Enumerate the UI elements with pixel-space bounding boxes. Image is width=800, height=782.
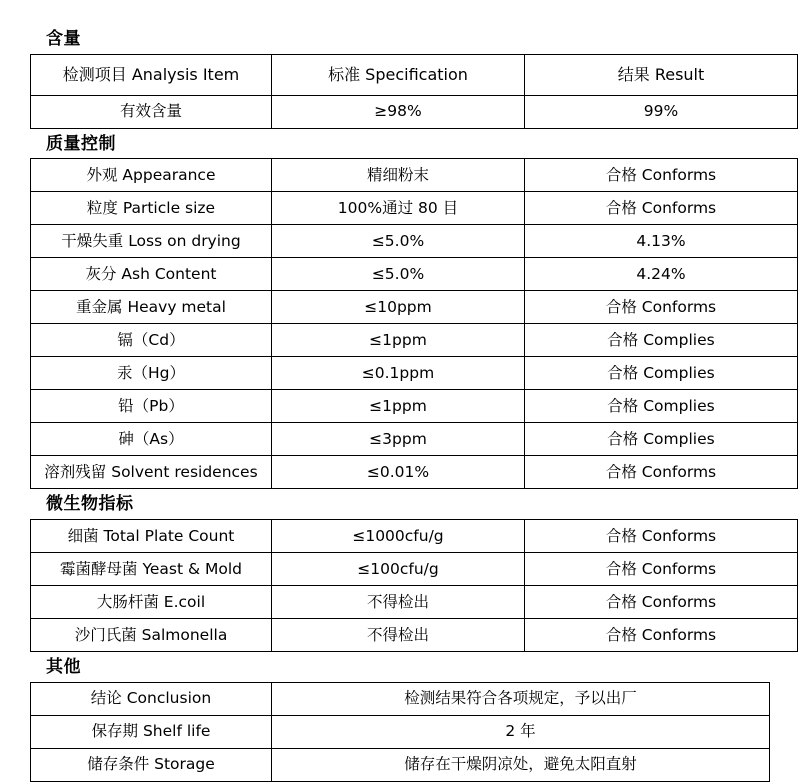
cell-spec: ≤1ppm xyxy=(272,390,525,423)
table-row xyxy=(31,553,798,586)
section-content xyxy=(30,30,770,129)
cell-item: 结论 Conclusion xyxy=(31,682,272,715)
table-row xyxy=(31,682,770,715)
cell-item: 重金属 Heavy metal xyxy=(31,291,272,324)
cell-spec: 精细粉末 xyxy=(272,159,525,192)
cell-spec: 100%通过 80 目 xyxy=(272,192,525,225)
cell-item: 灰分 Ash Content xyxy=(31,258,272,291)
table-row xyxy=(31,324,798,357)
cell-value: 2 年 xyxy=(272,715,770,748)
cell-result: 合格 Conforms xyxy=(525,456,798,489)
cell-result: 合格 Conforms xyxy=(525,586,798,619)
cell-spec: 不得检出 xyxy=(272,586,525,619)
cell-spec: ≤0.1ppm xyxy=(272,357,525,390)
cell-value: 储存在干燥阴凉处，避免太阳直射 xyxy=(272,748,770,781)
table-row xyxy=(31,390,798,423)
section-title-quality-control: 质量控制 xyxy=(46,133,116,154)
cell-spec: ≤3ppm xyxy=(272,423,525,456)
cell-result: 合格 Complies xyxy=(525,423,798,456)
cell-item: 大肠杆菌 E.coil xyxy=(31,586,272,619)
cell-spec: ≤5.0% xyxy=(272,258,525,291)
cell-spec: ≤1ppm xyxy=(272,324,525,357)
cell-item: 储存条件 Storage xyxy=(31,748,272,781)
cell-spec: ≤10ppm xyxy=(272,291,525,324)
table-row xyxy=(31,258,798,291)
table-row xyxy=(31,192,798,225)
table-row xyxy=(31,586,798,619)
cell-result: 合格 Conforms xyxy=(525,619,798,652)
table-quality-control xyxy=(30,158,798,489)
cell-item: 粒度 Particle size xyxy=(31,192,272,225)
cell-item: 汞（Hg） xyxy=(31,357,272,390)
header-cell-analysis-item: 检测项目 Analysis Item xyxy=(31,54,272,95)
cell-result: 合格 Complies xyxy=(525,357,798,390)
table-microbiology xyxy=(30,519,798,652)
cell-item: 外观 Appearance xyxy=(31,159,272,192)
cell-result: 4.13% xyxy=(525,225,798,258)
section-title-content: 含量 xyxy=(46,29,81,49)
cell-result: 99% xyxy=(525,95,798,128)
table-other xyxy=(30,682,770,782)
table-row xyxy=(31,423,798,456)
cell-result: 合格 Conforms xyxy=(525,192,798,225)
cell-item: 细菌 Total Plate Count xyxy=(31,520,272,553)
table-header-row xyxy=(31,54,798,95)
section-title-microbiology: 微生物指标 xyxy=(46,494,134,515)
cell-item: 溶剂残留 Solvent residences xyxy=(31,456,272,489)
header-cell-specification: 标准 Specification xyxy=(272,54,525,95)
table-row xyxy=(31,619,798,652)
cell-result: 合格 Conforms xyxy=(525,520,798,553)
table-row xyxy=(31,357,798,390)
cell-item: 镉（Cd） xyxy=(31,324,272,357)
cell-result: 合格 Conforms xyxy=(525,553,798,586)
table-row xyxy=(31,225,798,258)
cell-spec: ≤0.01% xyxy=(272,456,525,489)
cell-spec: ≤5.0% xyxy=(272,225,525,258)
cell-result: 合格 Conforms xyxy=(525,159,798,192)
table-content xyxy=(30,54,798,129)
cell-value: 检测结果符合各项规定，予以出厂 xyxy=(272,682,770,715)
table-row xyxy=(31,95,798,128)
section-title-other: 其他 xyxy=(46,657,81,678)
table-row xyxy=(31,520,798,553)
cell-item: 有效含量 xyxy=(31,95,272,128)
cell-result: 合格 Conforms xyxy=(525,291,798,324)
table-row xyxy=(31,715,770,748)
cell-spec: 不得检出 xyxy=(272,619,525,652)
cell-item: 保存期 Shelf life xyxy=(31,715,272,748)
section-quality-control xyxy=(30,135,770,490)
cell-spec: ≥98% xyxy=(272,95,525,128)
cell-spec: ≤100cfu/g xyxy=(272,553,525,586)
cell-spec: ≤1000cfu/g xyxy=(272,520,525,553)
cell-result: 4.24% xyxy=(525,258,798,291)
header-cell-result: 结果 Result xyxy=(525,54,798,95)
cell-item: 沙门氏菌 Salmonella xyxy=(31,619,272,652)
cell-result: 合格 Complies xyxy=(525,324,798,357)
cell-item: 霉菌酵母菌 Yeast & Mold xyxy=(31,553,272,586)
cell-item: 铅（Pb） xyxy=(31,390,272,423)
table-row xyxy=(31,159,798,192)
table-row xyxy=(31,291,798,324)
section-microbiology xyxy=(30,495,770,652)
table-row xyxy=(31,748,770,781)
cell-item: 砷（As） xyxy=(31,423,272,456)
cell-result: 合格 Complies xyxy=(525,390,798,423)
table-row xyxy=(31,456,798,489)
section-other xyxy=(30,658,770,782)
cell-item: 干燥失重 Loss on drying xyxy=(31,225,272,258)
